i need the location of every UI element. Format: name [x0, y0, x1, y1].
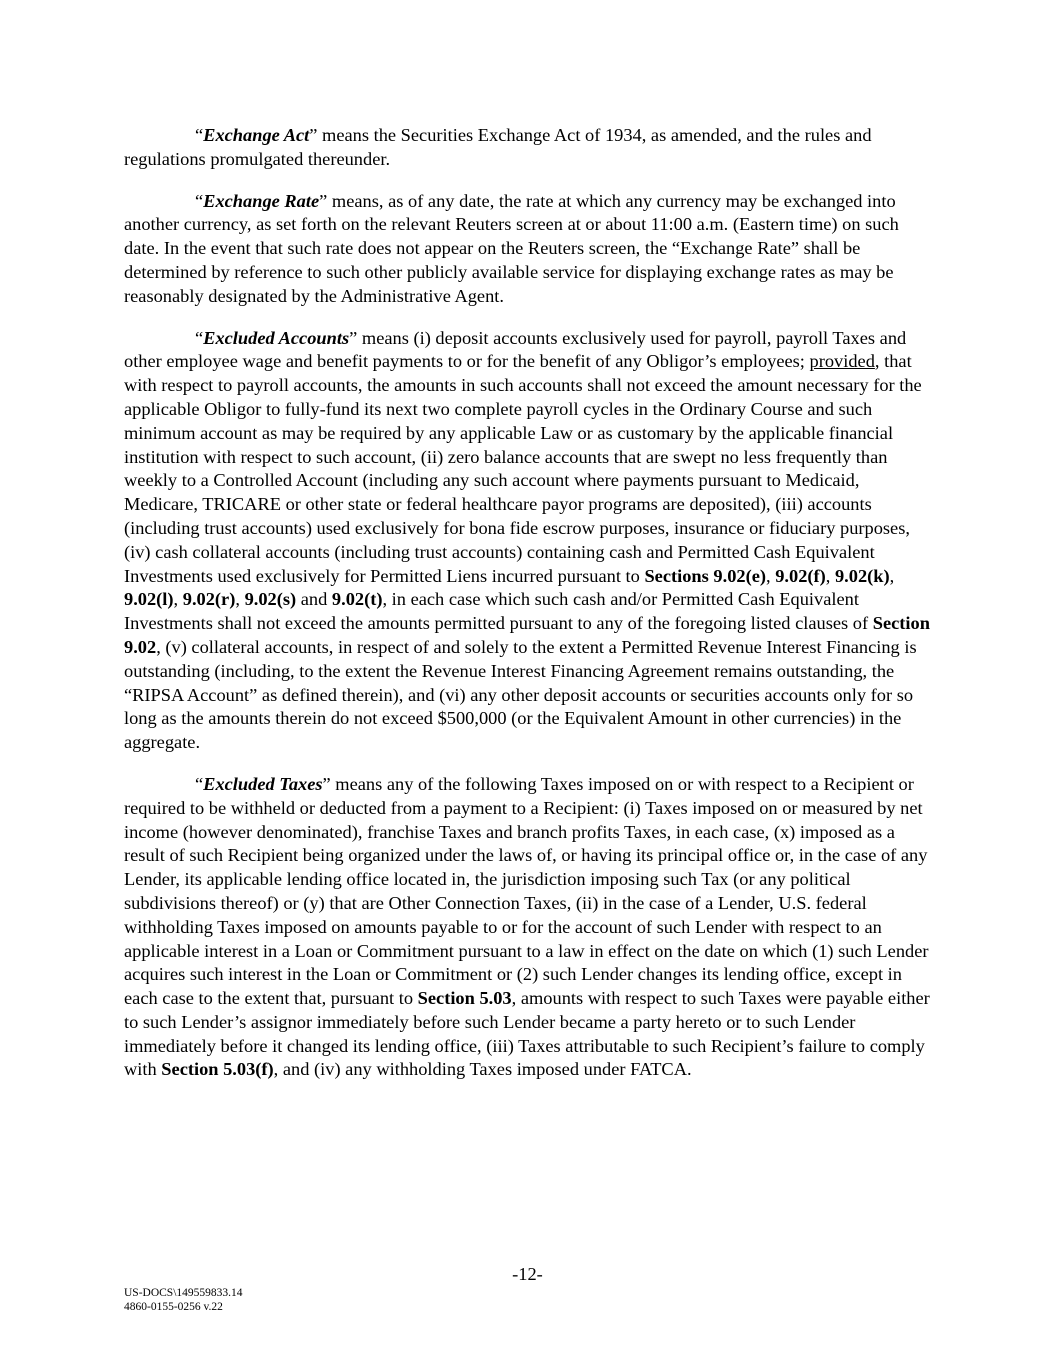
- definition-exchange-rate: [124, 190, 930, 309]
- footer-doc-id: US-DOCS\149559833.14: [124, 1287, 243, 1299]
- section-reference: 9.02(f): [775, 565, 826, 586]
- section-reference: 9.02(k): [834, 565, 890, 586]
- text-segment: , in each case which such cash and/or Permitted Cash Equivalent Investments shall not exceed the amounts permitted pursuant to any of the foregoing listed clauses of: [124, 589, 873, 634]
- text-segment: , and (iv) any withholding Taxes imposed under FATCA.: [273, 1059, 692, 1080]
- defined-term: Exchange Rate: [203, 190, 320, 211]
- text-segment: , amounts with respect to such Taxes were payable either to such Lender’s assignor immediately before such Lender became a party hereto or to such Lender immediately before it changed its lending office, (iii) Taxes attributable to such Recipient’s failure to comply with: [124, 988, 930, 1080]
- text-segment: ,: [235, 589, 245, 610]
- definition-exchange-act: [124, 124, 930, 172]
- document-body: [124, 124, 930, 1100]
- text-segment: , that with respect to payroll accounts, the amounts in such accounts shall not exceed the amount necessary for the applicable Obligor to fully-fund its next two complete payroll cycles in the Ordinary Course and such minimum account as may be required by any applicable Law or as customary by the applicable financial institution with respect to such account, (ii) zero balance accounts that are swept no less frequently than weekly to a Controlled Account (including any such account where payments pursuant to Medicaid, Medicare, TRICARE or other state or federal healthcare payor programs are deposited), (iii) accounts (including trust accounts) used exclusively for bona fide escrow purposes, insurance or fiduciary purposes, (iv) cash collateral accounts (including trust accounts) containing cash and Permitted Cash Equivalent Investments used exclusively for Permitted Liens incurred pursuant to: [124, 351, 922, 586]
- section-reference: Section 5.03: [417, 988, 512, 1009]
- section-reference: Sections 9.02(e): [644, 565, 766, 586]
- text-segment: ” means any of the following Taxes imposed on or with respect to a Recipient or required to be withheld or deducted from a payment to a Recipient: (i) Taxes imposed on or measured by net income (however denominated), franchise Taxes and branch profits Taxes, in each case, (x) imposed as a result of such Recipient being organized under the laws of, or having its principal office or, in the case of any Lender, its applicable lending office located in, the jurisdiction imposing such Tax (or any political subdivisions thereof) or (y) that are Other Connection Taxes, (ii) in the case of a Lender, U.S. federal withholding Taxes imposed on amounts payable to or for the account of such Lender with respect to an applicable interest in a Loan or Commitment pursuant to a law in effect on the date on which (1) such Lender acquires such interest in the Loan or Commitment or (2) such Lender changes its lending office, except in each case to the extent that, pursuant to: [124, 773, 929, 1009]
- text-segment: ,: [173, 589, 183, 610]
- section-reference: 9.02(t): [331, 589, 383, 610]
- text-segment: ” means (i) deposit accounts exclusively used for payroll, payroll Taxes and other employee wage and benefit payments to or for the benefit of any Obligor’s employees;: [124, 327, 907, 372]
- section-reference: 9.02(r): [182, 589, 236, 610]
- text-segment: ,: [766, 565, 776, 586]
- definition-excluded-accounts: [124, 327, 930, 755]
- definition-excluded-taxes: [124, 773, 930, 1082]
- text-segment: “: [195, 327, 204, 348]
- section-reference: 9.02(s): [244, 589, 297, 610]
- underlined-text: provided: [809, 351, 875, 372]
- page-number: -12-: [512, 1264, 543, 1284]
- text-segment: ,: [889, 565, 895, 586]
- section-reference: Section 5.03(f): [161, 1059, 274, 1080]
- defined-term: Exchange Act: [203, 125, 310, 145]
- text-segment: and: [296, 589, 332, 610]
- text-segment: “: [195, 773, 204, 794]
- footer-version: 4860-0155-0256 v.22: [124, 1301, 223, 1313]
- defined-term: Excluded Taxes: [203, 773, 323, 794]
- text-segment: “: [195, 125, 204, 145]
- text-segment: ” means the Securities Exchange Act of 1934, as amended, and the rules and regulations promulgated thereunder.: [124, 125, 872, 169]
- document-footer: [124, 1286, 243, 1314]
- text-segment: “: [195, 190, 204, 211]
- text-segment: , (v) collateral accounts, in respect of and solely to the extent a Permitted Revenue Interest Financing is outstanding (including, to the extent the Revenue Interest Financing Agreement remains outstanding, the “RIPSA Account” as defined therein), and (vi) any other deposit accounts or securities accounts only for so long as the amounts therein do not exceed $500,000 (or the Equivalent Amount in other currencies) in the aggregate.: [124, 636, 917, 753]
- defined-term: Excluded Accounts: [203, 327, 350, 348]
- text-segment: ,: [825, 565, 835, 586]
- text-segment: ” means, as of any date, the rate at which any currency may be exchanged into another currency, as set forth on the relevant Reuters screen at or about 11:00 a.m. (Eastern time) on such date. In the event that such rate does not appear on the Reuters screen, the “Exchange Rate” shall be determined by reference to such other publicly available service for displaying exchange rates as may be reasonably designated by the Administrative Agent.: [124, 190, 899, 306]
- section-reference: 9.02(l): [124, 589, 174, 610]
- section-reference: Section 9.02: [124, 613, 930, 657]
